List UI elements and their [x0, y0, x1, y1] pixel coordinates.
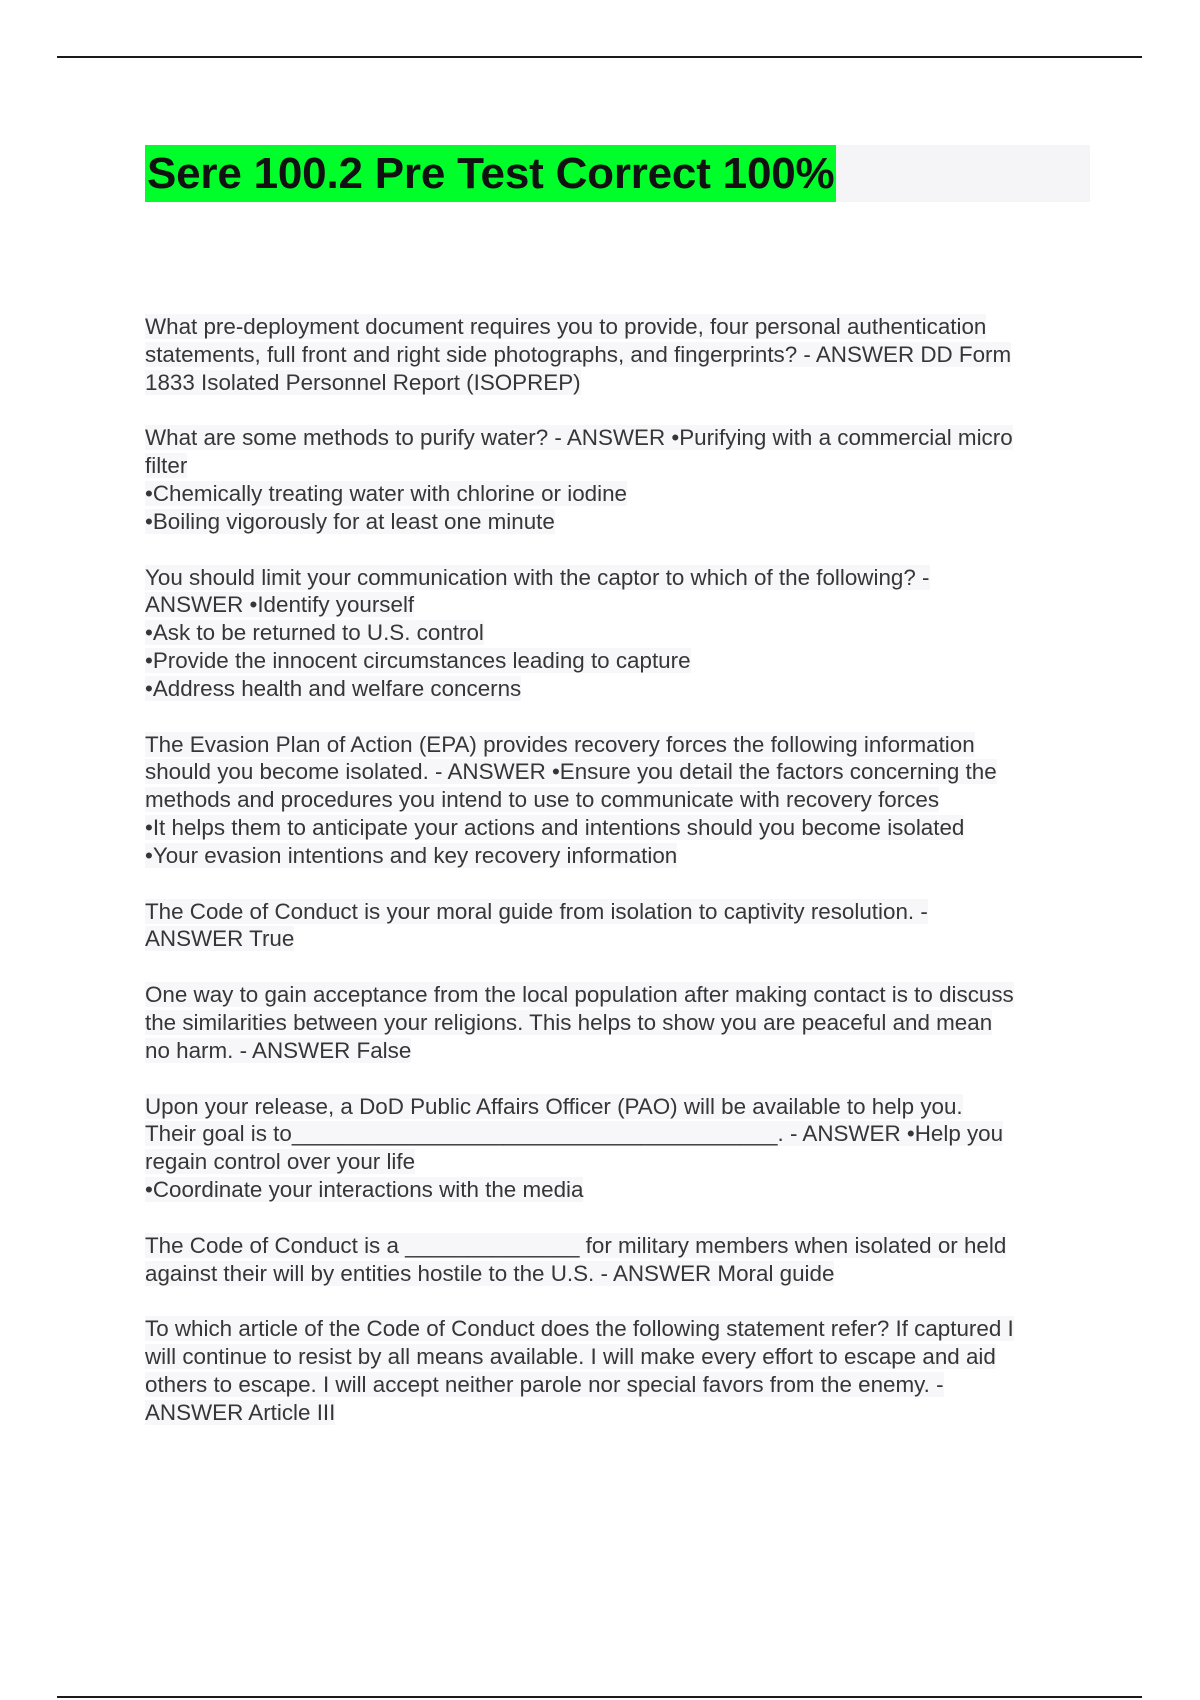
- qa-line: others to escape. I will accept neither parole nor special favors from the enemy. -: [145, 1371, 944, 1397]
- qa-line: What are some methods to purify water? - ANSWER •Purifying with a commercial micro: [145, 425, 1013, 451]
- qa-line: will continue to resist by all means available. I will make every effort to escape and aid: [145, 1344, 996, 1370]
- qa-line: the similarities between your religions. This helps to show you are peaceful and mean: [145, 1009, 993, 1035]
- qa-item: [145, 981, 1095, 1064]
- qa-line: The Evasion Plan of Action (EPA) provides recovery forces the following information: [145, 731, 975, 757]
- qa-line: ANSWER •Identify yourself: [145, 592, 415, 618]
- qa-line: •Provide the innocent circumstances leading to capture: [145, 647, 691, 673]
- qa-line: •Your evasion intentions and key recovery information: [145, 842, 678, 868]
- qa-line: against their will by entities hostile to the U.S. - ANSWER Moral guide: [145, 1260, 835, 1286]
- qa-line: To which article of the Code of Conduct does the following statement refer? If captured I: [145, 1316, 1014, 1342]
- qa-item: [145, 1315, 1095, 1426]
- qa-item: [145, 564, 1095, 703]
- qa-line: •Address health and welfare concerns: [145, 675, 522, 701]
- qa-line: statements, full front and right side photographs, and fingerprints? - ANSWER DD Form: [145, 341, 1012, 367]
- qa-line: regain control over your life: [145, 1149, 416, 1175]
- qa-line: 1833 Isolated Personnel Report (ISOPREP): [145, 369, 581, 395]
- qa-line: You should limit your communication with the captor to which of the following? -: [145, 564, 930, 590]
- qa-line: •Ask to be returned to U.S. control: [145, 620, 484, 646]
- qa-line: no harm. - ANSWER False: [145, 1037, 412, 1063]
- qa-item: [145, 898, 1095, 954]
- qa-line: Upon your release, a DoD Public Affairs Officer (PAO) will be available to help you.: [145, 1093, 963, 1119]
- qa-line: ANSWER Article III: [145, 1399, 336, 1425]
- qa-line: The Code of Conduct is a ______________ for military members when isolated or held: [145, 1232, 1007, 1258]
- top-rule: [57, 56, 1142, 58]
- qa-line: methods and procedures you intend to use to communicate with recovery forces: [145, 787, 940, 813]
- qa-line: What pre-deployment document requires you to provide, four personal authentication: [145, 314, 987, 339]
- qa-line: •Boiling vigorously for at least one minute: [145, 508, 555, 534]
- qa-line: The Code of Conduct is your moral guide from isolation to captivity resolution. -: [145, 898, 928, 924]
- qa-line: Their goal is to_______________________________________. - ANSWER •Help you: [145, 1121, 1004, 1147]
- qa-item: [145, 313, 1095, 396]
- qa-line: One way to gain acceptance from the local population after making contact is to discuss: [145, 982, 1014, 1008]
- qa-line: should you become isolated. - ANSWER •Ensure you detail the factors concerning the: [145, 759, 997, 785]
- qa-item: [145, 424, 1095, 535]
- qa-item: [145, 1232, 1095, 1288]
- qa-item: [145, 731, 1095, 870]
- qa-line: filter: [145, 453, 188, 479]
- qa-item: [145, 1093, 1095, 1204]
- qa-line: •Coordinate your interactions with the media: [145, 1176, 584, 1202]
- qa-line: ANSWER True: [145, 926, 295, 952]
- qa-line: •It helps them to anticipate your actions and intentions should you become isolated: [145, 814, 965, 840]
- qa-list: [145, 313, 1095, 1455]
- qa-line: •Chemically treating water with chlorine or iodine: [145, 480, 627, 506]
- bottom-rule: [57, 1696, 1142, 1698]
- page-title: Sere 100.2 Pre Test Correct 100%: [145, 145, 836, 202]
